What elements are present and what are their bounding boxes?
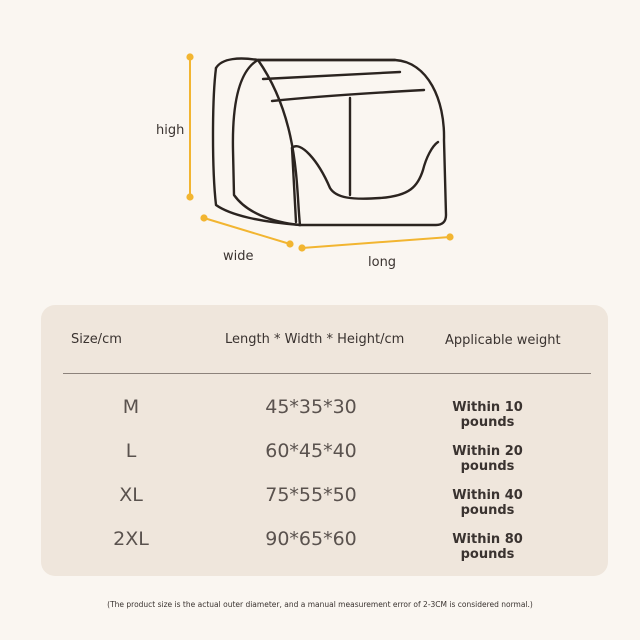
measurement-footnote: (The product size is the actual outer diameter, and a manual measurement error of 2-3CM is considered normal.) bbox=[107, 600, 533, 609]
size-cell: XL bbox=[119, 484, 143, 506]
table-row bbox=[41, 396, 608, 430]
weight-cell: Within 40 pounds bbox=[452, 488, 523, 518]
product-dimension-diagram bbox=[0, 0, 640, 300]
weight-cell: Within 20 pounds bbox=[452, 444, 523, 474]
dimensions-cell: 75*55*50 bbox=[265, 484, 357, 506]
size-table bbox=[41, 305, 608, 576]
size-cell: M bbox=[122, 396, 140, 418]
header-size: Size/cm bbox=[71, 332, 122, 347]
length-label: long bbox=[368, 255, 397, 270]
header-dimensions: Length * Width * Height/cm bbox=[225, 332, 405, 347]
table-row bbox=[41, 484, 608, 518]
width-label: wide bbox=[223, 249, 254, 264]
table-row bbox=[41, 440, 608, 474]
dimensions-cell: 90*65*60 bbox=[265, 528, 357, 550]
weight-cell: Within 10 pounds bbox=[452, 400, 523, 430]
header-divider bbox=[63, 373, 591, 374]
header-weight: Applicable weight bbox=[445, 333, 561, 348]
size-cell: L bbox=[125, 440, 137, 462]
dimensions-cell: 60*45*40 bbox=[265, 440, 357, 462]
height-label: high bbox=[156, 123, 185, 138]
size-cell: 2XL bbox=[113, 528, 149, 550]
pet-house-outline-icon bbox=[213, 59, 446, 225]
table-row bbox=[41, 528, 608, 562]
dimension-arrows bbox=[187, 54, 452, 250]
weight-cell: Within 80 pounds bbox=[452, 532, 523, 562]
dimensions-cell: 45*35*30 bbox=[265, 396, 357, 418]
